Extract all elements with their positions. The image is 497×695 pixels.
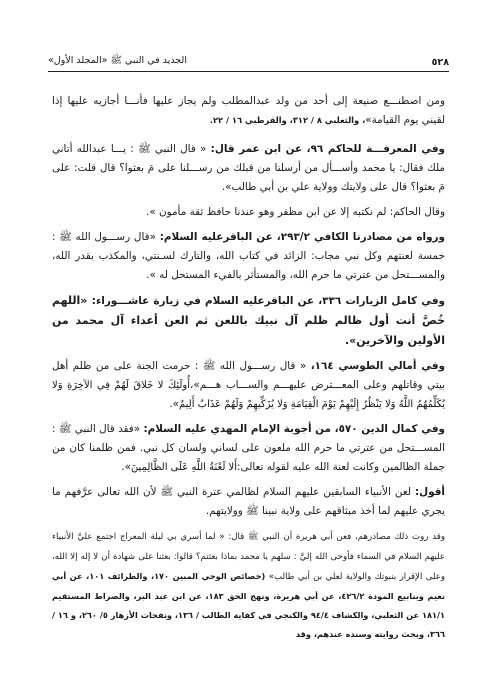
paragraph-7-end: ». <box>121 461 131 473</box>
paragraph-9-ref: (خصائص الوحي المبين ١٧٠، والطرائف ١٠١، عن أبي نعيم وينابيع المودة ٤٢٦/٢، عن أبي هريرة، ونهج الحق ١٨٣، عن ابن عبد البر، والصراط المستقيم ١٨١/١ عن الثعلبي، والكشاف ٩٤/٤ والكنجي في كفاية الطالب / ١٣٦، ونفحات الأزهار ٥/ ٢٦٠، و ١٦ / ٣٦٦، وبحث روايته وسنده عندهم، وقد <box>52 571 445 639</box>
paragraph-6-text: « قال رســـول الله ﷺ : حرمت الجنة على من ظلم أهل بيتي وقاتلهم وعلى المعـــترض عليهـــم والســـاب هـــم»، <box>52 360 445 391</box>
paragraph-6 <box>52 357 445 414</box>
paragraph-5 <box>52 291 445 351</box>
paragraph-6-end: ». <box>169 398 179 410</box>
paragraph-8-lead: أقول: <box>414 486 445 498</box>
paragraph-2 <box>52 140 445 197</box>
running-header <box>48 50 449 72</box>
book-title: الجديد في النبي ﷺ «المجلد الأول» <box>48 55 187 66</box>
paragraph-6-lead: وفي أمالي الطوسي ١٦٤، <box>310 360 445 372</box>
paragraph-1-ref: ، والثعلبي ٨ / ٣١٢، والقرطبي ١٦ / ٢٢. <box>209 115 366 125</box>
paragraph-2-text: « قال النبي ﷺ : يـــا عبدالله أتاني ملك فقال: يا محمد وأســـأل من أرسلنا من قبلك من رســـلنا على مَ بعثوا؟ قال قلت: على مَ بعثوا؟ قال على ولايتك وولاية علي بن أبي طالب». <box>52 143 445 193</box>
body-text <box>52 92 445 650</box>
paragraph-3-text: وقال الحاكم: لم نكتبه إلا عن ابن مظفر وهو عندنا حافظ ثقة مأمون ». <box>146 206 445 218</box>
paragraph-4-lead: ورواه من مصادرنا الكافي ٢٩٣/٢، عن الباقرعليه السلام: <box>159 231 446 243</box>
paragraph-1 <box>52 92 445 130</box>
paragraph-2-lead: وفي المعرفـــة للحاكم ٩٦، عن ابن عمر قال: <box>210 143 445 155</box>
paragraph-7-verse: أَلا لَعْنَةُ اللَّهِ عَلَى الظَّالِمِينَ <box>130 462 238 473</box>
paragraph-7 <box>52 420 445 477</box>
paragraph-3 <box>52 203 445 222</box>
paragraph-8-text: لعن الأنبياء السابقين عليهم السلام لظالمي عترة النبي ﷺ لأن الله تعالى عرَّفهم ما يجري عليهم لما أخذ ميثاقهم على ولاية نبينا ﷺ وولايتهم. <box>52 486 445 517</box>
paragraph-7-lead: وفي كمال الدين ٥٧٠، من أجوبة الإمام المهدي عليه السلام: <box>143 423 445 435</box>
paragraph-1-text: ومن اصطنـــع صنيعة إلى أحد من ولد عبدالمطلب ولم يجاز عليها فأنـــا أجازيه عليها إذا لقيني يوم القيامة» <box>52 95 445 126</box>
paragraph-5-quote: «اللهم خُصَّ أنت أول ظالم ظلم آل نبيك باللعن ثم العن أعداء آل محمد من الأولين والآخرين». <box>52 294 445 347</box>
paragraph-9-text: وقد روت ذلك مصادرهم، فعن أبي هريرة أن النبي ﷺ قال: « لما أسري بي ليلة المعراج اجتمع عليَّ الأنبياء عليهم السلام في السماء فأوحى الله إليَّ : سلهم يا محمد بماذا بعثتم؟ قالوا: بعثنا على شهادة أن لا إله إلا الله، وعلى الإقرار بنبوتك والولاية لعلي بن أبي طالب» <box>52 532 446 582</box>
paragraph-5-lead: وفي كامل الزيارات ٣٣٦، عن الباقرعليه السلام في زيارة عاشـــوراء: <box>91 295 445 307</box>
paragraph-7-text: «فقد قال النبي ﷺ : المســـتحل من عترتي ما حرم الله ملعون على لساني ولسان كل نبي. فمن ظلمنا كان من جملة الظالمين وكانت لعنة الله عليه لقوله تعالى: <box>52 423 445 473</box>
paragraph-4-text: «قال رســـول الله ﷺ : خمسة لعنتهم وكل نبي مجاب: الزائد في كتاب الله، والتارك لسـنتي، والمكذب بقدر الله، والمســـتحل من عترتي ما حرم الله، والمستأثر بالفيء المستحل له ». <box>52 231 445 281</box>
page-number: ٥٢٨ <box>431 57 449 68</box>
paragraph-8 <box>52 483 445 521</box>
paragraph-9 <box>52 527 445 644</box>
paragraph-4 <box>52 228 445 285</box>
paragraph-6-verse: أُولَئِكَ لا خَلاقَ لَهُمْ فِي الآخِرَةِ وَلا يُكَلِّمُهُمُ اللَّهُ وَلا يَنْظُرُ إِلَيْهِمْ يَوْمَ الْقِيَامَةِ وَلا يُزَكِّيهِمْ وَلَهُمْ عَذَابٌ أَلِيمٌ <box>52 380 445 410</box>
